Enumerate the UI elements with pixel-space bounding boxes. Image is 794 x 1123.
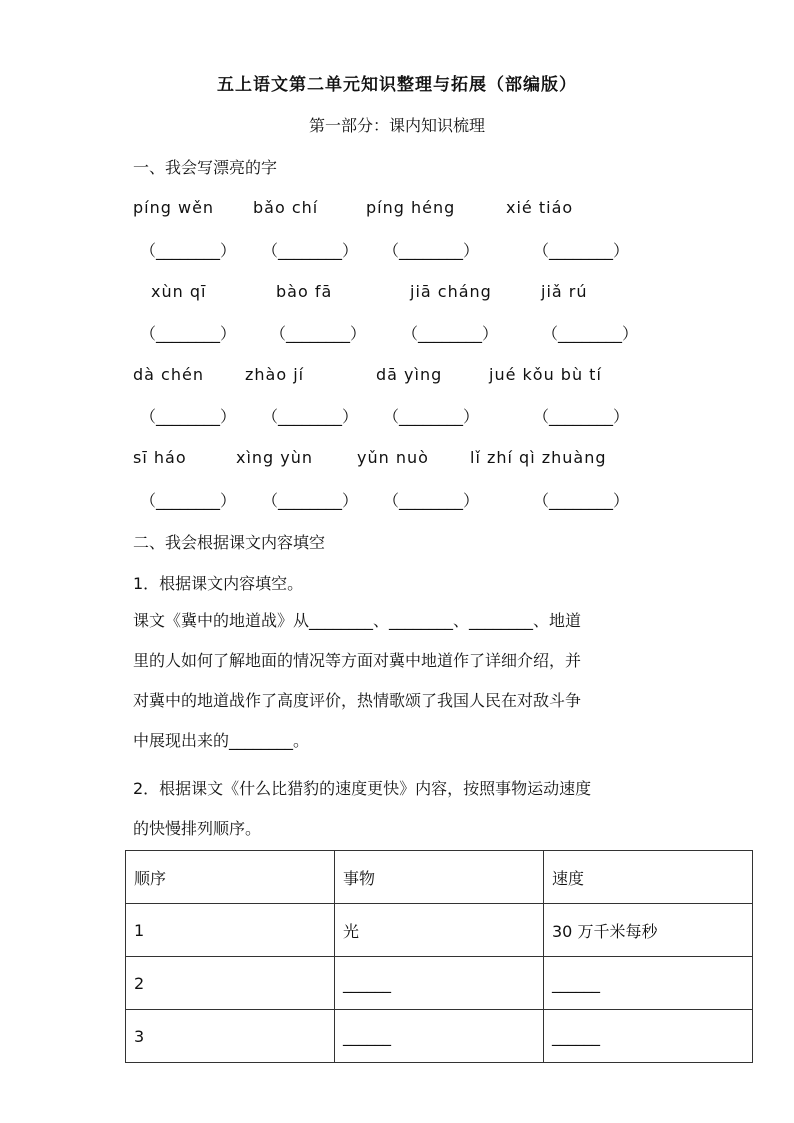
table-row <box>126 904 753 957</box>
answer-blank[interactable]: （________） <box>140 491 237 510</box>
answer-blank[interactable]: （________） <box>533 407 630 426</box>
pinyin-item: jiǎ rú <box>541 282 588 301</box>
pinyin-item: dà chén <box>133 365 204 384</box>
answer-blank[interactable]: （________） <box>140 407 237 426</box>
pinyin-item: píng héng <box>366 198 456 217</box>
pinyin-item: píng wěn <box>133 198 215 217</box>
text-line: 里的人如何了解地面的情况等方面对冀中地道作了详细介绍，并 <box>133 651 582 670</box>
question-1-title: 1．根据课文内容填空。 <box>133 574 304 593</box>
answer-blank[interactable]: （________） <box>533 241 630 260</box>
answer-blank[interactable]: （________） <box>383 407 480 426</box>
pinyin-item: bǎo chí <box>253 198 319 217</box>
answer-blank[interactable]: （________） <box>383 491 480 510</box>
table-header-row <box>126 851 753 904</box>
question-1-text <box>133 601 673 761</box>
table-header-cell: 事物 <box>335 851 544 904</box>
pinyin-item: yǔn nuò <box>357 448 429 467</box>
table-cell[interactable]: ______ <box>335 1010 544 1063</box>
pinyin-item: xié tiáo <box>506 198 574 217</box>
pinyin-item: lǐ zhí qì zhuàng <box>470 448 607 467</box>
pinyin-item: dā yìng <box>376 365 443 384</box>
pinyin-item: zhào jí <box>245 365 305 384</box>
answer-blank[interactable]: （________） <box>542 324 639 343</box>
table-row <box>126 1010 753 1063</box>
answer-blank[interactable]: （________） <box>383 241 480 260</box>
table-cell[interactable]: ______ <box>544 1010 753 1063</box>
table-header-cell: 顺序 <box>126 851 335 904</box>
table-cell[interactable]: ______ <box>544 957 753 1010</box>
answer-blank[interactable]: （________） <box>262 491 359 510</box>
pinyin-item: jué kǒu bù tí <box>489 365 602 384</box>
pinyin-item: jiā cháng <box>410 282 492 301</box>
table-row <box>126 957 753 1010</box>
answer-blank[interactable]: （________） <box>270 324 367 343</box>
section-2-heading: 二、我会根据课文内容填空 <box>133 533 326 552</box>
table-cell: 光 <box>335 904 544 957</box>
table-cell: 3 <box>126 1010 335 1063</box>
pinyin-item: sī háo <box>133 448 187 467</box>
section-1-heading: 一、我会写漂亮的字 <box>133 158 278 177</box>
answer-blank[interactable]: （________） <box>140 241 237 260</box>
text-line: 对冀中的地道战作了高度评价，热情歌颂了我国人民在对敌斗争 <box>133 691 582 710</box>
answer-blank[interactable]: （________） <box>140 324 237 343</box>
answer-blank[interactable]: （________） <box>402 324 499 343</box>
page-title: 五上语文第二单元知识整理与拓展（部编版） <box>217 75 577 95</box>
text-line: 课文《冀中的地道战》从________、________、________、地道 <box>133 611 582 630</box>
table-cell[interactable]: ______ <box>335 957 544 1010</box>
table-cell: 1 <box>126 904 335 957</box>
answer-blank[interactable]: （________） <box>262 241 359 260</box>
pinyin-item: xùn qī <box>151 282 207 301</box>
text-line: 中展现出来的________。 <box>133 731 310 750</box>
table-cell: 30 万千米每秒 <box>544 904 753 957</box>
answer-blank[interactable]: （________） <box>262 407 359 426</box>
table-header-cell: 速度 <box>544 851 753 904</box>
order-table <box>125 850 753 1063</box>
page-subtitle: 第一部分：课内知识梳理 <box>308 116 485 135</box>
pinyin-item: xìng yùn <box>236 448 314 467</box>
answer-blank[interactable]: （________） <box>533 491 630 510</box>
text-line: 的快慢排列顺序。 <box>133 819 262 838</box>
pinyin-item: bào fā <box>276 282 333 301</box>
question-2-text <box>133 769 673 849</box>
text-line: 2．根据课文《什么比猎豹的速度更快》内容，按照事物运动速度 <box>133 779 592 798</box>
table-cell: 2 <box>126 957 335 1010</box>
